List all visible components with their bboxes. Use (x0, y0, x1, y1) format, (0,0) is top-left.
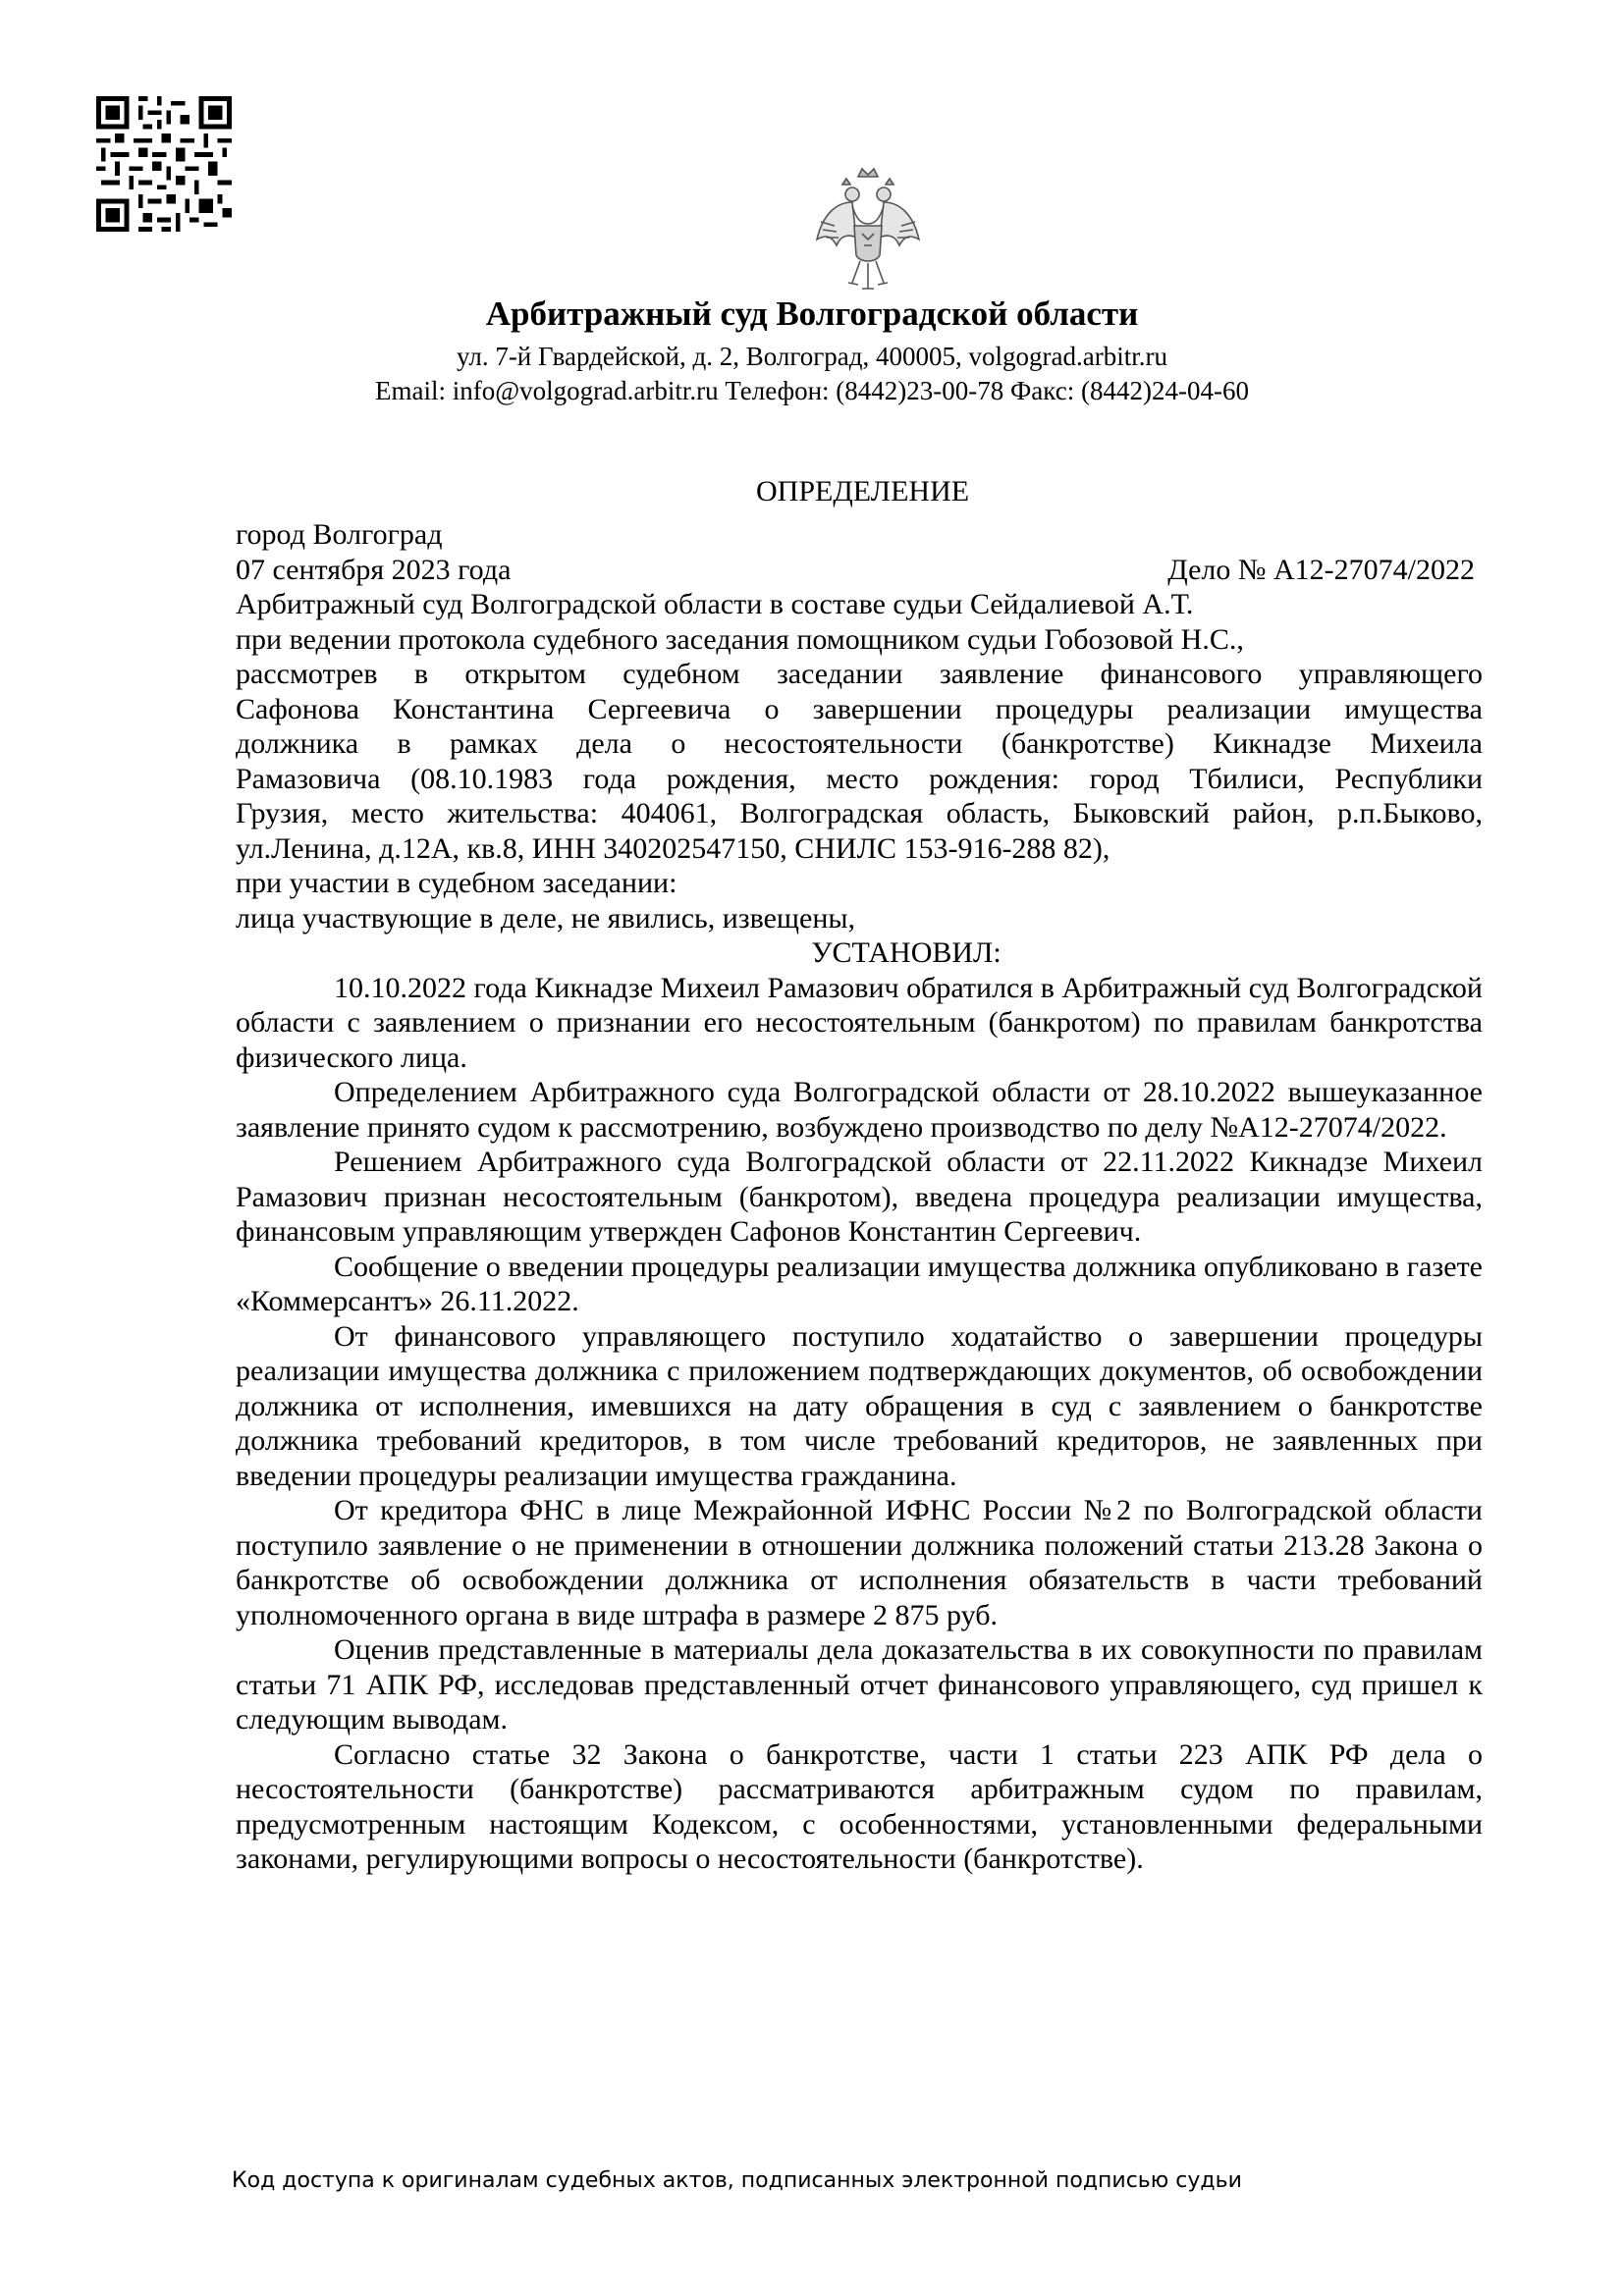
considering-line: ул.Ленина, д.12А, кв.8, ИНН 340202547150, СНИЛС 153-916-288 82), (236, 831, 1110, 865)
city-line: город Волгоград (236, 518, 443, 551)
paragraph: От кредитора ФНС в лице Межрайонной ИФНС России №2 по Волгоградской области поступило заявление о не применении в отношении должника положений статьи 213.28 Закона о банкротстве об освобождении должника от исполнения обязательств в части требований уполномоченного органа в виде штрафа в размере 2 875 руб. (236, 1494, 1483, 1631)
considering-line: Сафонова Константина Сергеевича о завершении процедуры реализации имущества (236, 692, 1483, 725)
considering-line: должника в рамках дела о несостоятельности (банкротстве) Кикнадзе Михеила (236, 727, 1483, 760)
court-name: Арбитражный суд Волгоградской области (485, 294, 1139, 333)
coat-of-arms-icon (813, 159, 923, 293)
case-number: Дело № А12-27074/2022 (1167, 553, 1475, 586)
document-title: ОПРЕДЕЛЕНИЕ (756, 475, 970, 507)
document-body (236, 517, 1483, 1877)
intro-line: Арбитражный суд Волгоградской области в составе судьи Сейдалиевой А.Т. (236, 588, 1194, 620)
document-date: 07 сентября 2023 года (236, 553, 512, 586)
participation-line: при участии в судебном заседании: (236, 867, 677, 899)
date-case-row (236, 553, 1483, 588)
paragraph: Согласно статье 32 Закона о банкротстве, части 1 статьи 223 АПК РФ дела о несостоятельности (банкротстве) рассматриваются арбитражным судом по правилам, предусмотренным настоящим Кодексом, с особенностями, установленными федеральными законами, регулирующими вопросы о несостоятельности (банкротстве). (236, 1737, 1483, 1875)
paragraph: Оценив представленные в материалы дела доказательства в их совокупности по правилам статьи 71 АПК РФ, исследовав представленный отчет финансового управляющего, суд пришел к следующим выводам. (236, 1633, 1483, 1735)
considering-line: рассмотрев в открытом судебном заседании заявление финансового управляющего (236, 658, 1483, 690)
court-address: ул. 7-й Гвардейской, д. 2, Волгоград, 400005, volgograd.arbitr.ru (457, 342, 1167, 371)
qr-code-icon (96, 96, 232, 232)
paragraph: Определением Арбитражного суда Волгоградской области от 28.10.2022 вышеуказанное заявление принято судом к рассмотрению, возбуждено производство по делу №А12-27074/2022. (236, 1076, 1483, 1144)
established-heading: УСТАНОВИЛ: (811, 936, 1001, 969)
paragraph: От финансового управляющего поступило ходатайство о завершении процедуры реализации имущества должника с приложением подтверждающих документов, об освобождении должника от исполнения, имевшихся на дату обращения в суд с заявлением о банкротстве должника требований кредиторов, в том числе требований кредиторов, не заявленных при введении процедуры реализации имущества гражданина. (236, 1319, 1483, 1492)
intro-line: при ведении протокола судебного заседания помощником судьи Гобозовой Н.С., (236, 622, 1244, 656)
considering-line: Рамазовича (08.10.1983 года рождения, место рождения: город Тбилиси, Республики (236, 762, 1483, 795)
participation-line: лица участвующие в деле, не явились, извещены, (236, 901, 856, 934)
access-code-note: Код доступа к оригиналам судебных актов, подписанных электронной подписью судьи (232, 2168, 1242, 2193)
considering-line: Грузия, место жительства: 404061, Волгоградская область, Быковский район, р.п.Быково, (236, 797, 1483, 829)
paragraph: Сообщение о введении процедуры реализации имущества должника опубликовано в газете «Коммерсантъ» 26.11.2022. (236, 1250, 1483, 1317)
paragraph: 10.10.2022 года Кикнадзе Михеил Рамазович обратился в Арбитражный суд Волгоградской области с заявлением о признании его несостоятельным (банкротом) по правилам банкротства физического лица. (236, 971, 1483, 1074)
court-contacts: Email: info@volgograd.arbitr.ru Телефон: (8442)23-00-78 Факс: (8442)24-04-60 (375, 376, 1249, 405)
paragraph: Решением Арбитражного суда Волгоградской области от 22.11.2022 Кикнадзе Михеил Рамазович признан несостоятельным (банкротом), введена процедура реализации имущества, финансовым управляющим утвержден Сафонов Константин Сергеевич. (236, 1146, 1483, 1248)
